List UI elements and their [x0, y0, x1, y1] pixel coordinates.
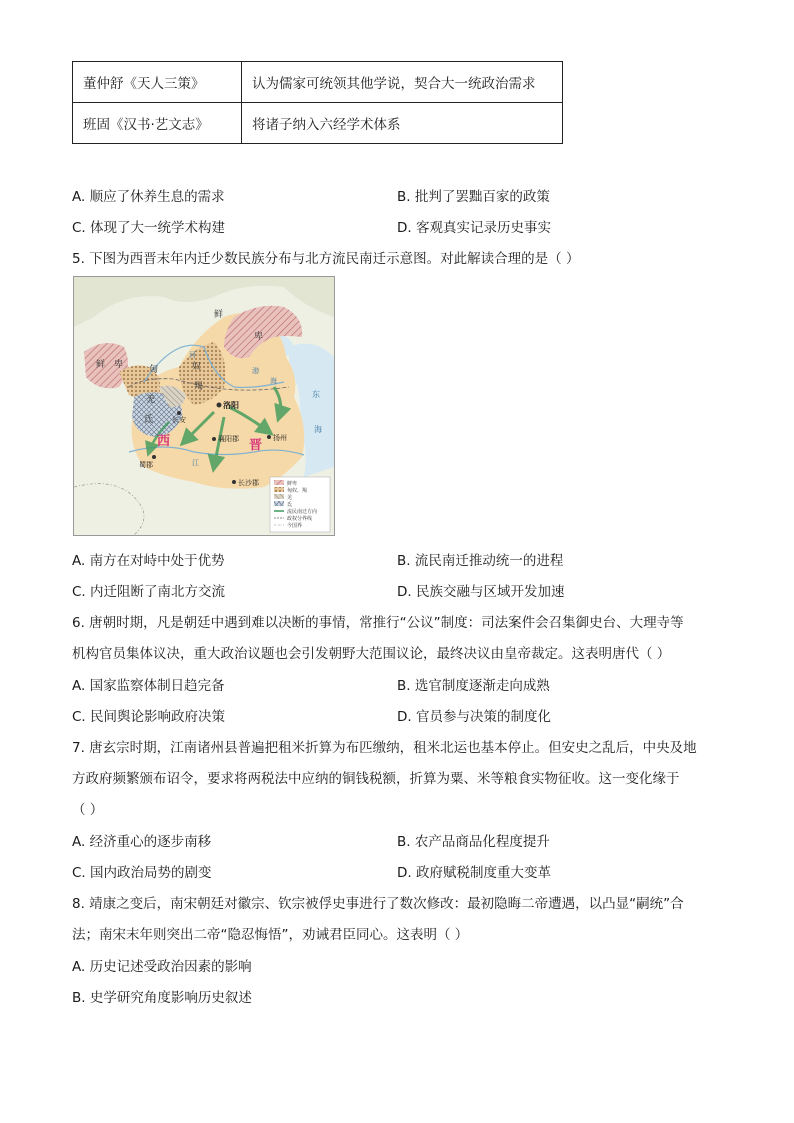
- q5-option-d[interactable]: D. 民族交融与区域开发加速: [397, 584, 565, 600]
- q4-option-d[interactable]: D. 客观真实记录历史事实: [397, 220, 551, 236]
- q6-stem-line1: 6. 唐朝时期，凡是朝廷中遇到难以决断的事情，常推行“公议”制度：司法案件会召集御史台、大理寺等: [72, 615, 684, 631]
- map-label: 氐: [144, 415, 154, 425]
- map-label: 羌: [146, 395, 156, 405]
- map-label: 扬州: [273, 434, 287, 442]
- legend-item: 羌: [287, 495, 293, 501]
- q5-stem: 5. 下图为西晋末年内迁少数民族分布与北方流民南迁示意图。对此解读合理的是（ ）: [72, 251, 580, 267]
- map-label: 卑: [114, 360, 124, 370]
- map-label: 河: [189, 351, 196, 359]
- map-label: 匈: [149, 365, 159, 375]
- map-label: 西: [157, 434, 171, 449]
- legend-item: 氐: [287, 502, 293, 508]
- table-cell: 认为儒家可统领其他学说，契合大一统政治需求: [242, 62, 563, 103]
- map-label: 晋: [249, 438, 263, 453]
- map-label: 东: [312, 390, 320, 399]
- q5-option-b[interactable]: B. 流民南迁推动统一的进程: [397, 553, 564, 569]
- map-label: 羯: [194, 382, 204, 392]
- q6-option-d[interactable]: D. 官员参与决策的制度化: [397, 709, 551, 725]
- q7-stem-line3: （ ）: [72, 802, 104, 818]
- table-cell: 董仲舒《天人三策》: [73, 62, 242, 103]
- legend-item: 匈奴、羯: [287, 488, 308, 494]
- map-label: 鲜: [96, 360, 106, 370]
- q5-option-c[interactable]: C. 内迁阻断了南北方交流: [72, 584, 226, 600]
- q7-option-b[interactable]: B. 农产品商品化程度提升: [397, 834, 550, 850]
- legend-item: 鲜卑: [287, 481, 298, 487]
- legend-item: 流民南迁方向: [287, 509, 318, 515]
- map-label: 洛阳: [223, 401, 239, 410]
- map-label: 襄阳郡: [218, 435, 239, 443]
- table-row: [73, 103, 563, 144]
- map-label: 渤: [252, 367, 259, 375]
- q4-option-a[interactable]: A. 顺应了休养生息的需求: [72, 189, 225, 205]
- source-table: [72, 61, 563, 144]
- map-label: 海: [314, 425, 322, 434]
- map-figure: [73, 276, 335, 536]
- legend-item: 政权分界线: [287, 516, 313, 522]
- q4-option-c[interactable]: C. 体现了大一统学术构建: [72, 220, 226, 236]
- q6-option-a[interactable]: A. 国家监察体制日趋完备: [72, 678, 225, 694]
- map-label: 长沙郡: [238, 479, 259, 487]
- map-label: 奴: [192, 362, 202, 372]
- map-label: 卑: [254, 332, 264, 342]
- q8-stem-line2: 法；南宋末年则突出二帝“隐忍悔悟”，劝诫君臣同心。这表明（ ）: [72, 927, 469, 943]
- map-label: 蜀郡: [139, 461, 153, 469]
- q8-option-b[interactable]: B. 史学研究角度影响历史叙述: [72, 990, 252, 1006]
- q4-option-b[interactable]: B. 批判了罢黜百家的政策: [397, 189, 550, 205]
- q7-option-c[interactable]: C. 国内政治局势的剧变: [72, 865, 212, 881]
- map-label: 海: [270, 377, 277, 385]
- q6-option-b[interactable]: B. 选官制度逐渐走向成熟: [397, 678, 550, 694]
- q6-stem-line2: 机构官员集体议决，重大政治议题也会引发朝野大范围议论，最终决议由皇帝裁定。这表明唐代（ ）: [72, 646, 671, 662]
- legend-item: 今国界: [287, 523, 303, 529]
- q7-stem-line2: 方政府频繁颁布诏令，要求将两税法中应纳的铜钱税额，折算为粟、米等粮食实物征收。这一变化缘于: [72, 771, 680, 787]
- q8-option-a[interactable]: A. 历史记述受政治因素的影响: [72, 959, 252, 975]
- q5-option-a[interactable]: A. 南方在对峙中处于优势: [72, 553, 225, 569]
- q7-option-d[interactable]: D. 政府赋税制度重大变革: [397, 865, 551, 881]
- table-cell: 将诸子纳入六经学术体系: [242, 103, 563, 144]
- map-label: 江: [192, 459, 199, 467]
- table-cell: 班固《汉书·艺文志》: [73, 103, 242, 144]
- q7-option-a[interactable]: A. 经济重心的逐步南移: [72, 834, 212, 850]
- table-row: [73, 62, 563, 103]
- map-label: 长安: [172, 416, 186, 424]
- q6-option-c[interactable]: C. 民间舆论影响政府决策: [72, 709, 226, 725]
- q7-stem-line1: 7. 唐玄宗时期，江南诸州县普遍把租米折算为布匹缴纳，租米北运也基本停止。但安史之乱后，中央及地: [72, 740, 697, 756]
- q8-stem-line1: 8. 靖康之变后，南宋朝廷对徽宗、钦宗被俘史事进行了数次修改：最初隐晦二帝遭遇，以凸显“嗣统”合: [72, 896, 684, 912]
- map-label: 鲜: [214, 310, 224, 320]
